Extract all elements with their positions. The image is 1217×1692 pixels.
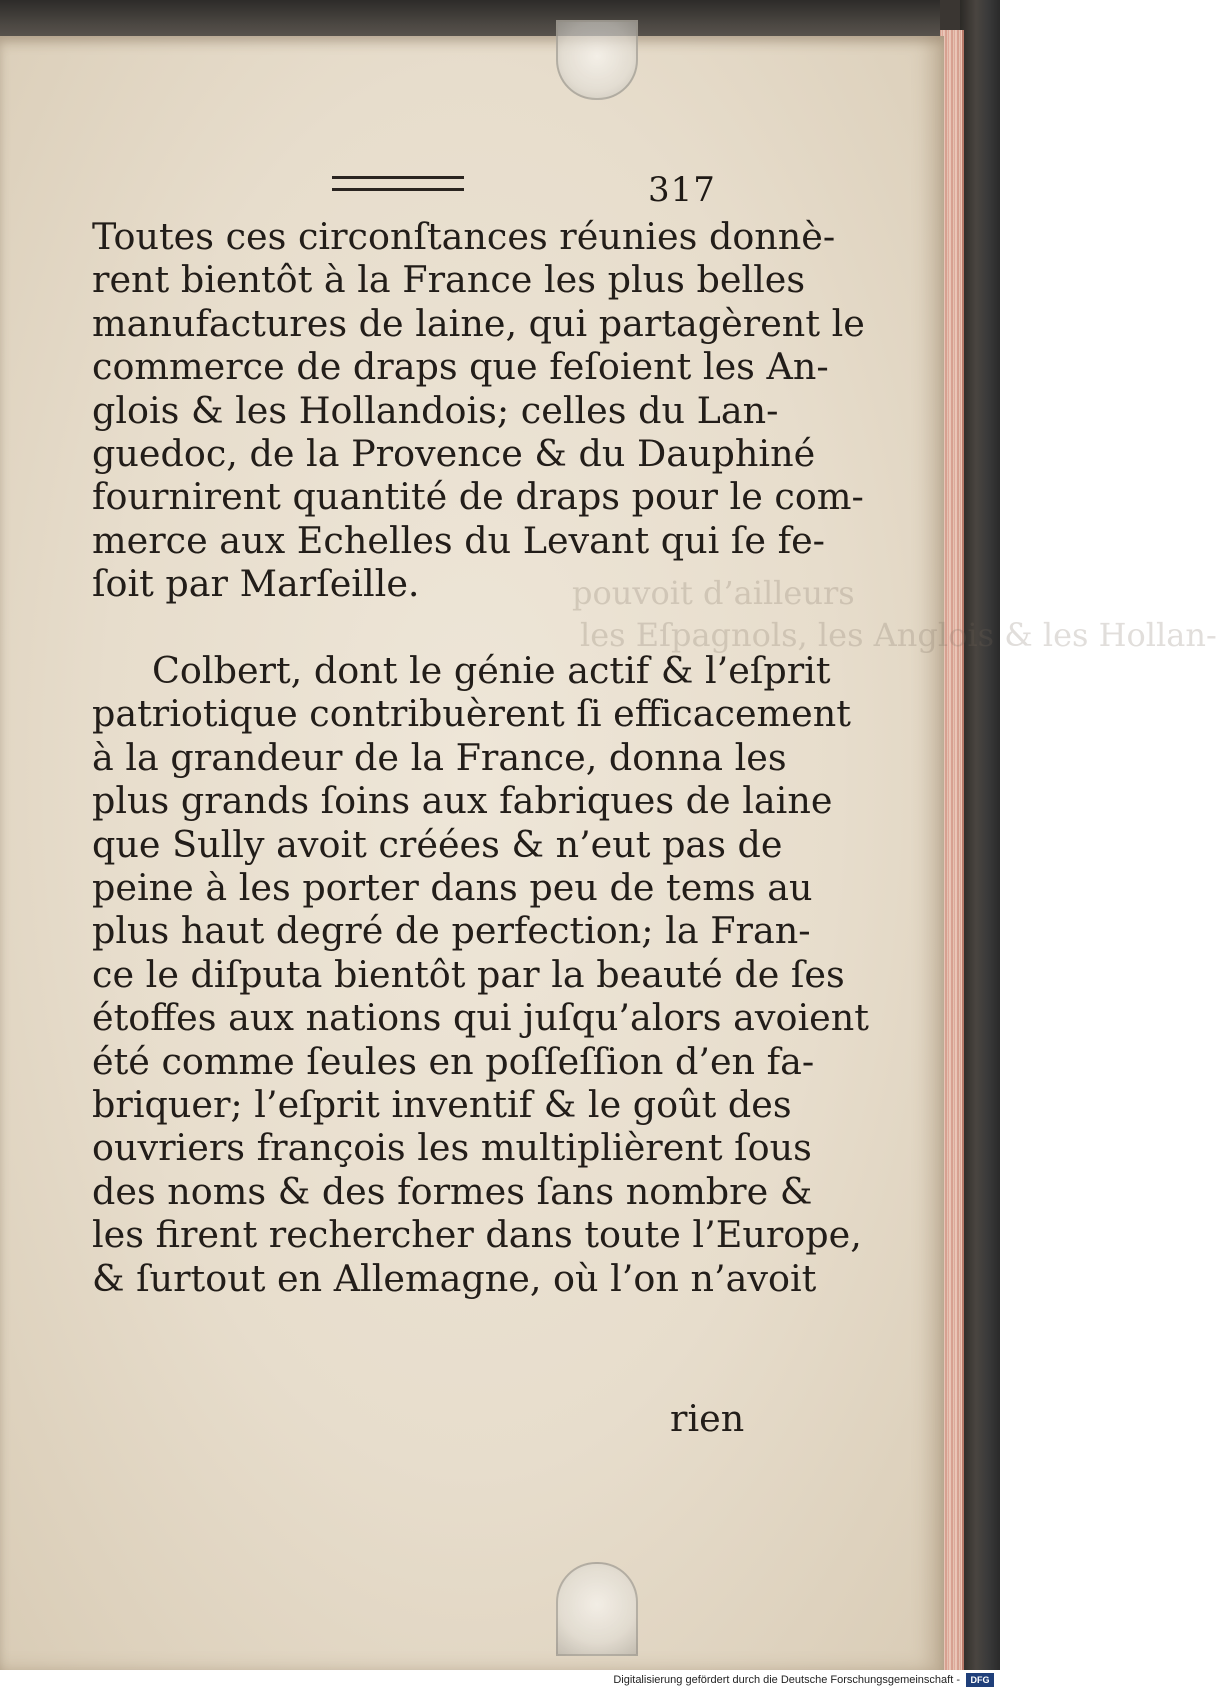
- page-clip-bottom: [556, 1562, 638, 1656]
- text-line: plus grands ſoins aux fabriques de laine: [92, 779, 833, 823]
- book-cover-edge: [960, 0, 1000, 1670]
- text-line: ſoit par Marſeille.: [92, 562, 420, 606]
- text-line: merce aux Echelles du Levant qui ſe fe-: [92, 518, 826, 562]
- catchword: rien: [670, 1397, 745, 1440]
- text-line: rent bientôt à la France les plus belles: [92, 258, 806, 302]
- text-line: patriotique contribuèrent ſi efficacement: [92, 692, 851, 736]
- header-ornament: [332, 176, 464, 191]
- text-line: & ſurtout en Allemagne, où l’on n’avoit: [92, 1256, 817, 1300]
- text-line: à la grandeur de la France, donna les: [92, 735, 787, 779]
- text-line: Colbert, dont le génie actif & l’eſprit: [152, 649, 831, 692]
- cover-top-edge: [0, 0, 940, 40]
- text-line: glois & les Hollandois; celles du Lan-: [92, 388, 779, 432]
- text-line: manufactures de laine, qui partagèrent le: [92, 301, 865, 345]
- funding-credit: Digitalisierung gefördert durch die Deutsche Forschungsgemeinschaft -: [613, 1674, 960, 1686]
- page-number: 317: [648, 170, 716, 210]
- text-line: fournirent quantité de draps pour le com-: [92, 475, 864, 519]
- text-line: que Sully avoit créées & n’eut pas de: [92, 822, 783, 866]
- text-line: briquer; l’eſprit inventif & le goût des: [92, 1083, 792, 1126]
- text-line: ce le diſputa bientôt par la beauté de ſes: [92, 952, 845, 996]
- page-clip-top: [556, 20, 638, 100]
- text-line: commerce de draps que feſoient les An-: [92, 345, 829, 389]
- bleed-through-text-2: les Eſpagnols, les Anglois & les Hollan-: [580, 616, 1217, 654]
- text-line: ouvriers françois les multiplièrent ſous: [92, 1126, 812, 1170]
- text-line: Toutes ces circonſtances réunies donnè-: [92, 215, 836, 258]
- text-line: des noms & des formes ſans nombre &: [92, 1169, 813, 1213]
- text-line: peine à les porter dans peu de tems au: [92, 866, 813, 909]
- text-line: plus haut degré de perfection; la Fran-: [92, 909, 811, 953]
- dfg-logo: DFG: [966, 1673, 994, 1687]
- text-line: étoffes aux nations qui juſqu’alors avoient: [92, 996, 869, 1040]
- text-line: guedoc, de la Provence & du Dauphiné: [92, 432, 816, 475]
- bleed-through-text-1: pouvoit d’ailleurs: [572, 574, 855, 612]
- text-line: les firent rechercher dans toute l’Europe,: [92, 1213, 862, 1257]
- text-line: été comme ſeules en poſſeſſion d’en fa-: [92, 1039, 815, 1083]
